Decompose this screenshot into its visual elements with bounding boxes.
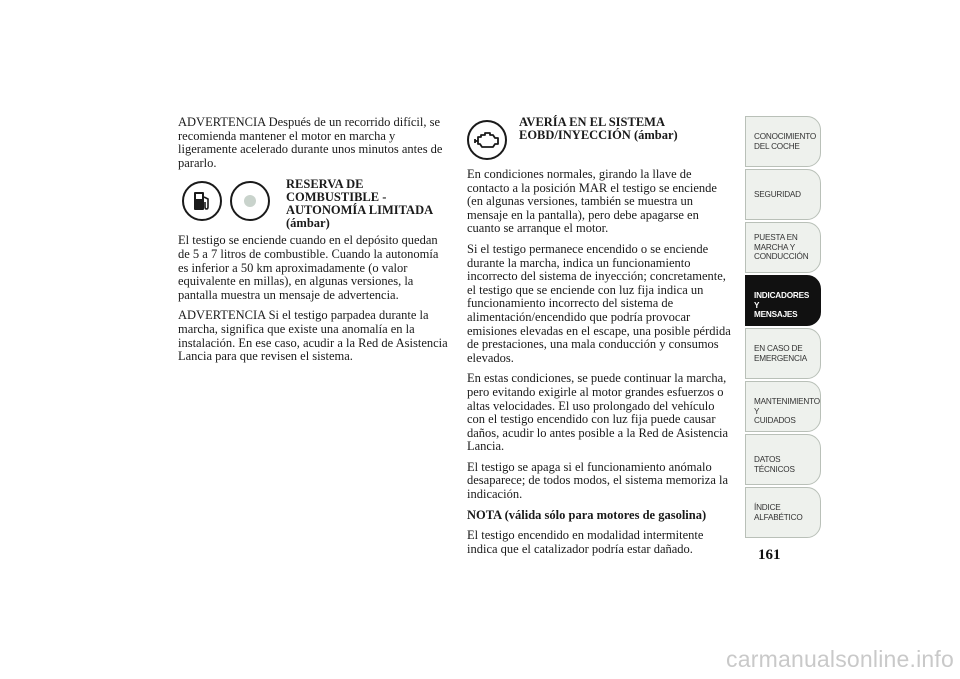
tab-label: CONDUCCIÓN [754, 252, 809, 261]
fuel-heading-line: (ámbar) [286, 216, 330, 231]
fuel-heading-line: COMBUSTIBLE - [286, 190, 387, 205]
advertencia-recorrido: ADVERTENCIA Después de un recorrido difícil, se recomienda mantener el motor en marcha y ligeramente acelerado durante unos minutos antes de pararlo. [178, 115, 443, 170]
eobd-heading-line: EOBD/INYECCIÓN (ámbar) [519, 128, 678, 142]
tab-puesta-en-marcha[interactable] [745, 222, 821, 273]
tab-label: EN CASO DE [754, 344, 803, 353]
watermark: carmanualsonline.info [726, 646, 954, 672]
tab-label: ÍNDICE [754, 503, 781, 512]
tab-label: PUESTA EN [754, 233, 798, 242]
fuel-heading-line: RESERVA DE [286, 177, 364, 192]
fuel-pump-icon [182, 181, 222, 221]
note-title: NOTA (válida sólo para motores de gasolina) [467, 507, 707, 522]
fuel-reserve-text: El testigo se enciende cuando en el depósito quedan de 5 a 7 litros de combustible. Cuando la autonomía es inferior a 50 km aproximadamente (o valor equivalente en millas), en algunas versiones, la pantalla muestra un mensaje de advertencia. [178, 233, 439, 302]
warning-dot-icon [230, 181, 270, 221]
tab-indicadores[interactable] [745, 275, 821, 326]
right-column [467, 116, 732, 563]
tab-datos-tecnicos[interactable] [745, 434, 821, 485]
tab-label: CONOCIMIENTO [754, 132, 817, 141]
tab-label: SEGURIDAD [754, 190, 801, 199]
left-column [178, 116, 450, 371]
eobd-heading-line: AVERÍA EN EL SISTEMA [519, 115, 666, 129]
tab-indice[interactable] [745, 487, 821, 538]
tab-label: EMERGENCIA [754, 353, 808, 363]
tab-label: CUIDADOS [754, 416, 796, 425]
chapter-tabs [745, 116, 821, 540]
fuel-reserve-heading [178, 177, 450, 230]
fuel-heading-line: AUTONOMÍA LIMITADA [286, 203, 434, 218]
tab-conocimiento[interactable] [745, 116, 821, 167]
tab-seguridad[interactable] [745, 169, 821, 220]
tab-label: INDICADORES Y [754, 291, 810, 310]
eobd-heading-text [519, 116, 678, 142]
eobd-text-1: En condiciones normales, girando la llave de contacto a la posición MAR el testigo se enciende (en algunas versiones, también se muestra un mensaje en la pantalla), pero debe apagarse en cuanto se arranque el motor. [467, 167, 717, 236]
eobd-text-5: El testigo encendido en modalidad intermitente indica que el catalizador podría estar dañado. [467, 528, 704, 556]
advertencia-parpadeo: ADVERTENCIA Si el testigo parpadea durante la marcha, significa que existe una anomalía en la instalación. En ese caso, acudir a la Red de Asistencia Lancia para que revisen el sistema. [178, 308, 448, 364]
page-number: 161 [758, 547, 781, 563]
fuel-icons [182, 181, 286, 221]
tab-label: ALFABÉTICO [754, 512, 803, 522]
tab-label: DATOS TÉCNICOS [754, 455, 795, 474]
eobd-text-2: Si el testigo permanece encendido o se enciende durante la marcha, indica un funcionamiento incorrecto del sistema de inyección; concretamente, el testigo que se enciende con luz fija indica un funcionamiento incorrecto del sistema de alimentación/encendido que podría provocar emisiones elevadas en el escape, una posible pérdida de prestaciones, una mala conducción y consumos elevados. [467, 241, 731, 365]
eobd-text-3: En estas condiciones, se puede continuar la marcha, pero evitando exigirle al motor grandes esfuerzos o altas velocidades. El uso prolongado del vehículo con el testigo encendido con luz fija puede causar daños, acudir lo antes posible a la Red de Asistencia Lancia. [467, 371, 729, 454]
tab-label: DEL COCHE [754, 141, 800, 151]
tab-label: MANTENIMIENTO Y [754, 397, 820, 416]
eobd-text-4: El testigo se apaga si el funcionamiento anómalo desaparece; de todos modos, el sistema memoriza la indicación. [467, 459, 729, 502]
tab-label: MARCHA Y [754, 242, 796, 252]
engine-check-icon [467, 120, 507, 160]
tab-emergencia[interactable] [745, 328, 821, 379]
tab-mantenimiento[interactable] [745, 381, 821, 432]
eobd-heading [467, 116, 732, 160]
tab-label: MENSAJES [754, 310, 798, 319]
fuel-heading-text [286, 178, 433, 230]
engine-icon-wrap [467, 116, 517, 160]
